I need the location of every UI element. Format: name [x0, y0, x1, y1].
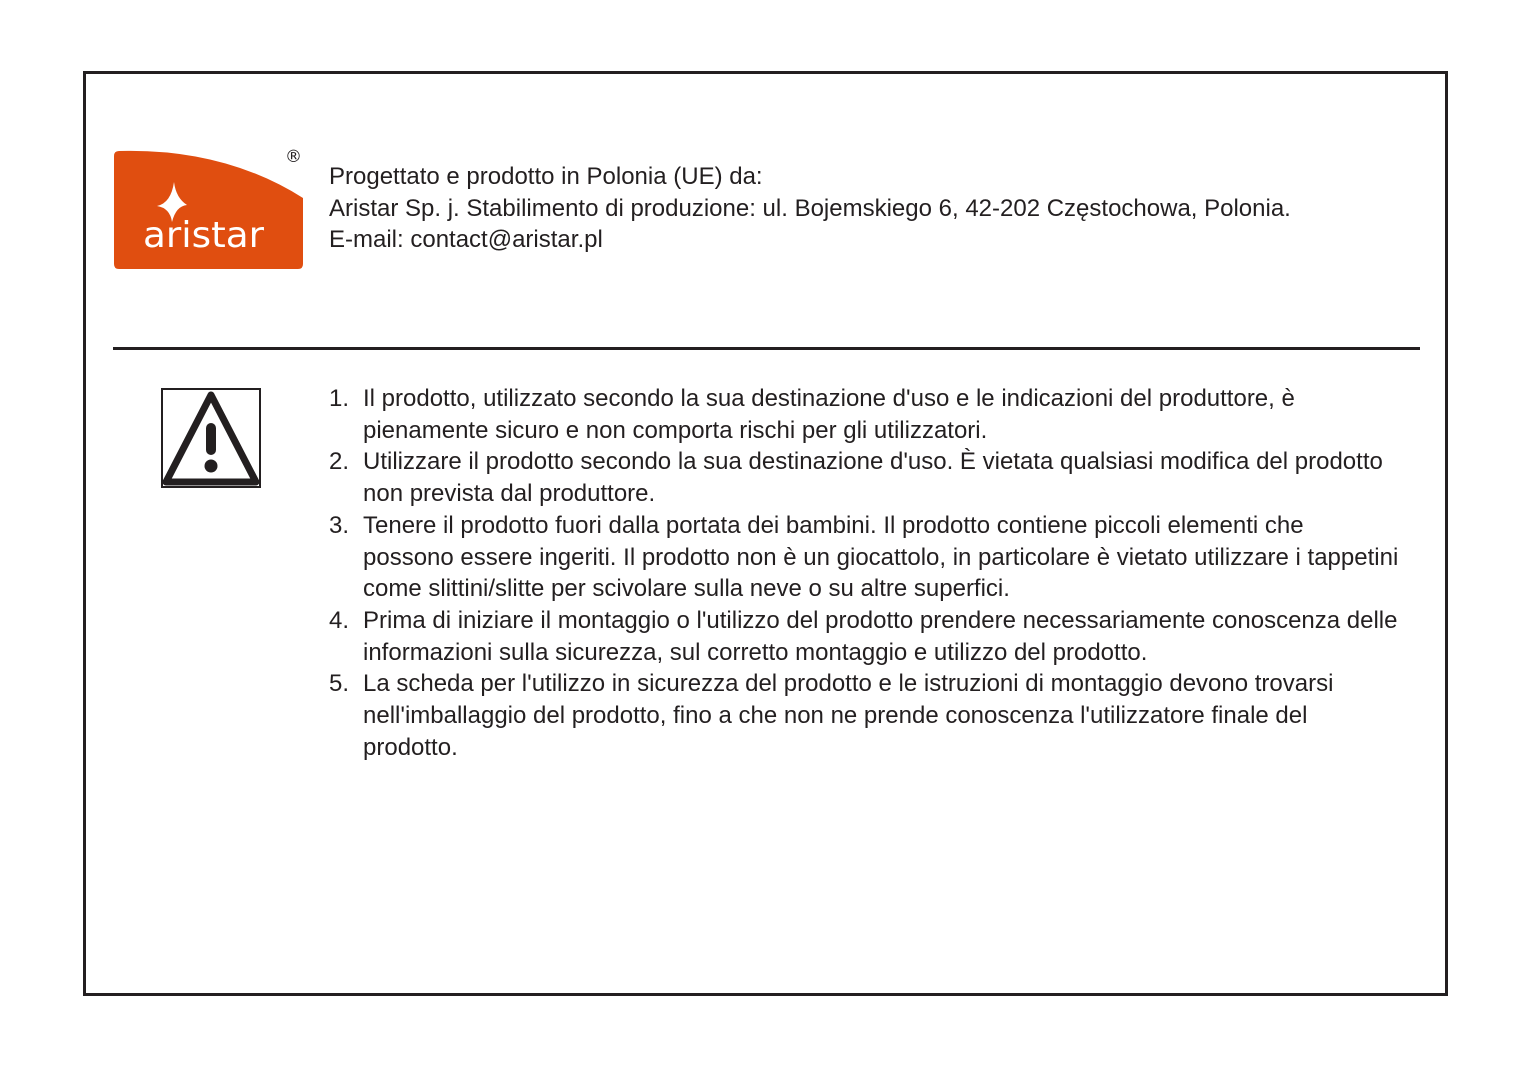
- registered-mark: ®: [285, 148, 302, 167]
- warning-triangle-icon: [161, 388, 261, 488]
- list-item: [329, 605, 1399, 668]
- list-item: [329, 383, 1399, 446]
- item-number: 4.: [329, 606, 350, 634]
- item-text: La scheda per l'utilizzo in sicurezza del prodotto e le istruzioni di montaggio devono trovarsi nell'imballaggio del prodotto, fino a che non ne prende conoscenza l'utilizzatore finale del prodotto.: [363, 670, 1334, 761]
- item-number: 2.: [329, 448, 350, 476]
- item-number: 3.: [329, 511, 350, 539]
- list-item: [329, 446, 1399, 509]
- product-safety-card: [83, 71, 1448, 996]
- logo-wordmark: aristar: [143, 215, 265, 256]
- item-text: Il prodotto, utilizzato secondo la sua destinazione d'uso e le indicazioni del produttore, è pienamente sicuro e non comporta rischi per gli utilizzatori.: [363, 385, 1295, 444]
- item-text: Utilizzare il prodotto secondo la sua destinazione d'uso. È vietata qualsiasi modifica del prodotto non prevista dal produttore.: [363, 448, 1383, 508]
- manufacturer-address: Aristar Sp. j. Stabilimento di produzione: ul. Bojemskiego 6, 42-202 Częstochowa, Polonia.: [329, 194, 1291, 222]
- manufacturer-info: [329, 161, 1291, 256]
- item-number: 5.: [329, 670, 350, 698]
- section-divider: [113, 347, 1420, 350]
- manufacturer-intro: Progettato e prodotto in Polonia (UE) da:: [329, 163, 763, 190]
- list-item: [329, 668, 1399, 763]
- manufacturer-email: E-mail: contact@aristar.pl: [329, 226, 603, 253]
- aristar-logo: [114, 148, 306, 270]
- list-item: [329, 510, 1399, 605]
- item-number: 1.: [329, 385, 350, 412]
- safety-instructions-list: [329, 383, 1399, 763]
- item-text: Tenere il prodotto fuori dalla portata dei bambini. Il prodotto contiene piccoli elementi che possono essere ingeriti. Il prodotto non è un giocattolo, in particolare è vietato utilizzare i tappetini come slittini/slitte per scivolare sulla neve o su altre superfici.: [363, 511, 1399, 603]
- item-text: Prima di iniziare il montaggio o l'utilizzo del prodotto prendere necessariamente conoscenza delle informazioni sulla sicurezza, sul corretto montaggio e utilizzo del prodotto.: [363, 606, 1398, 666]
